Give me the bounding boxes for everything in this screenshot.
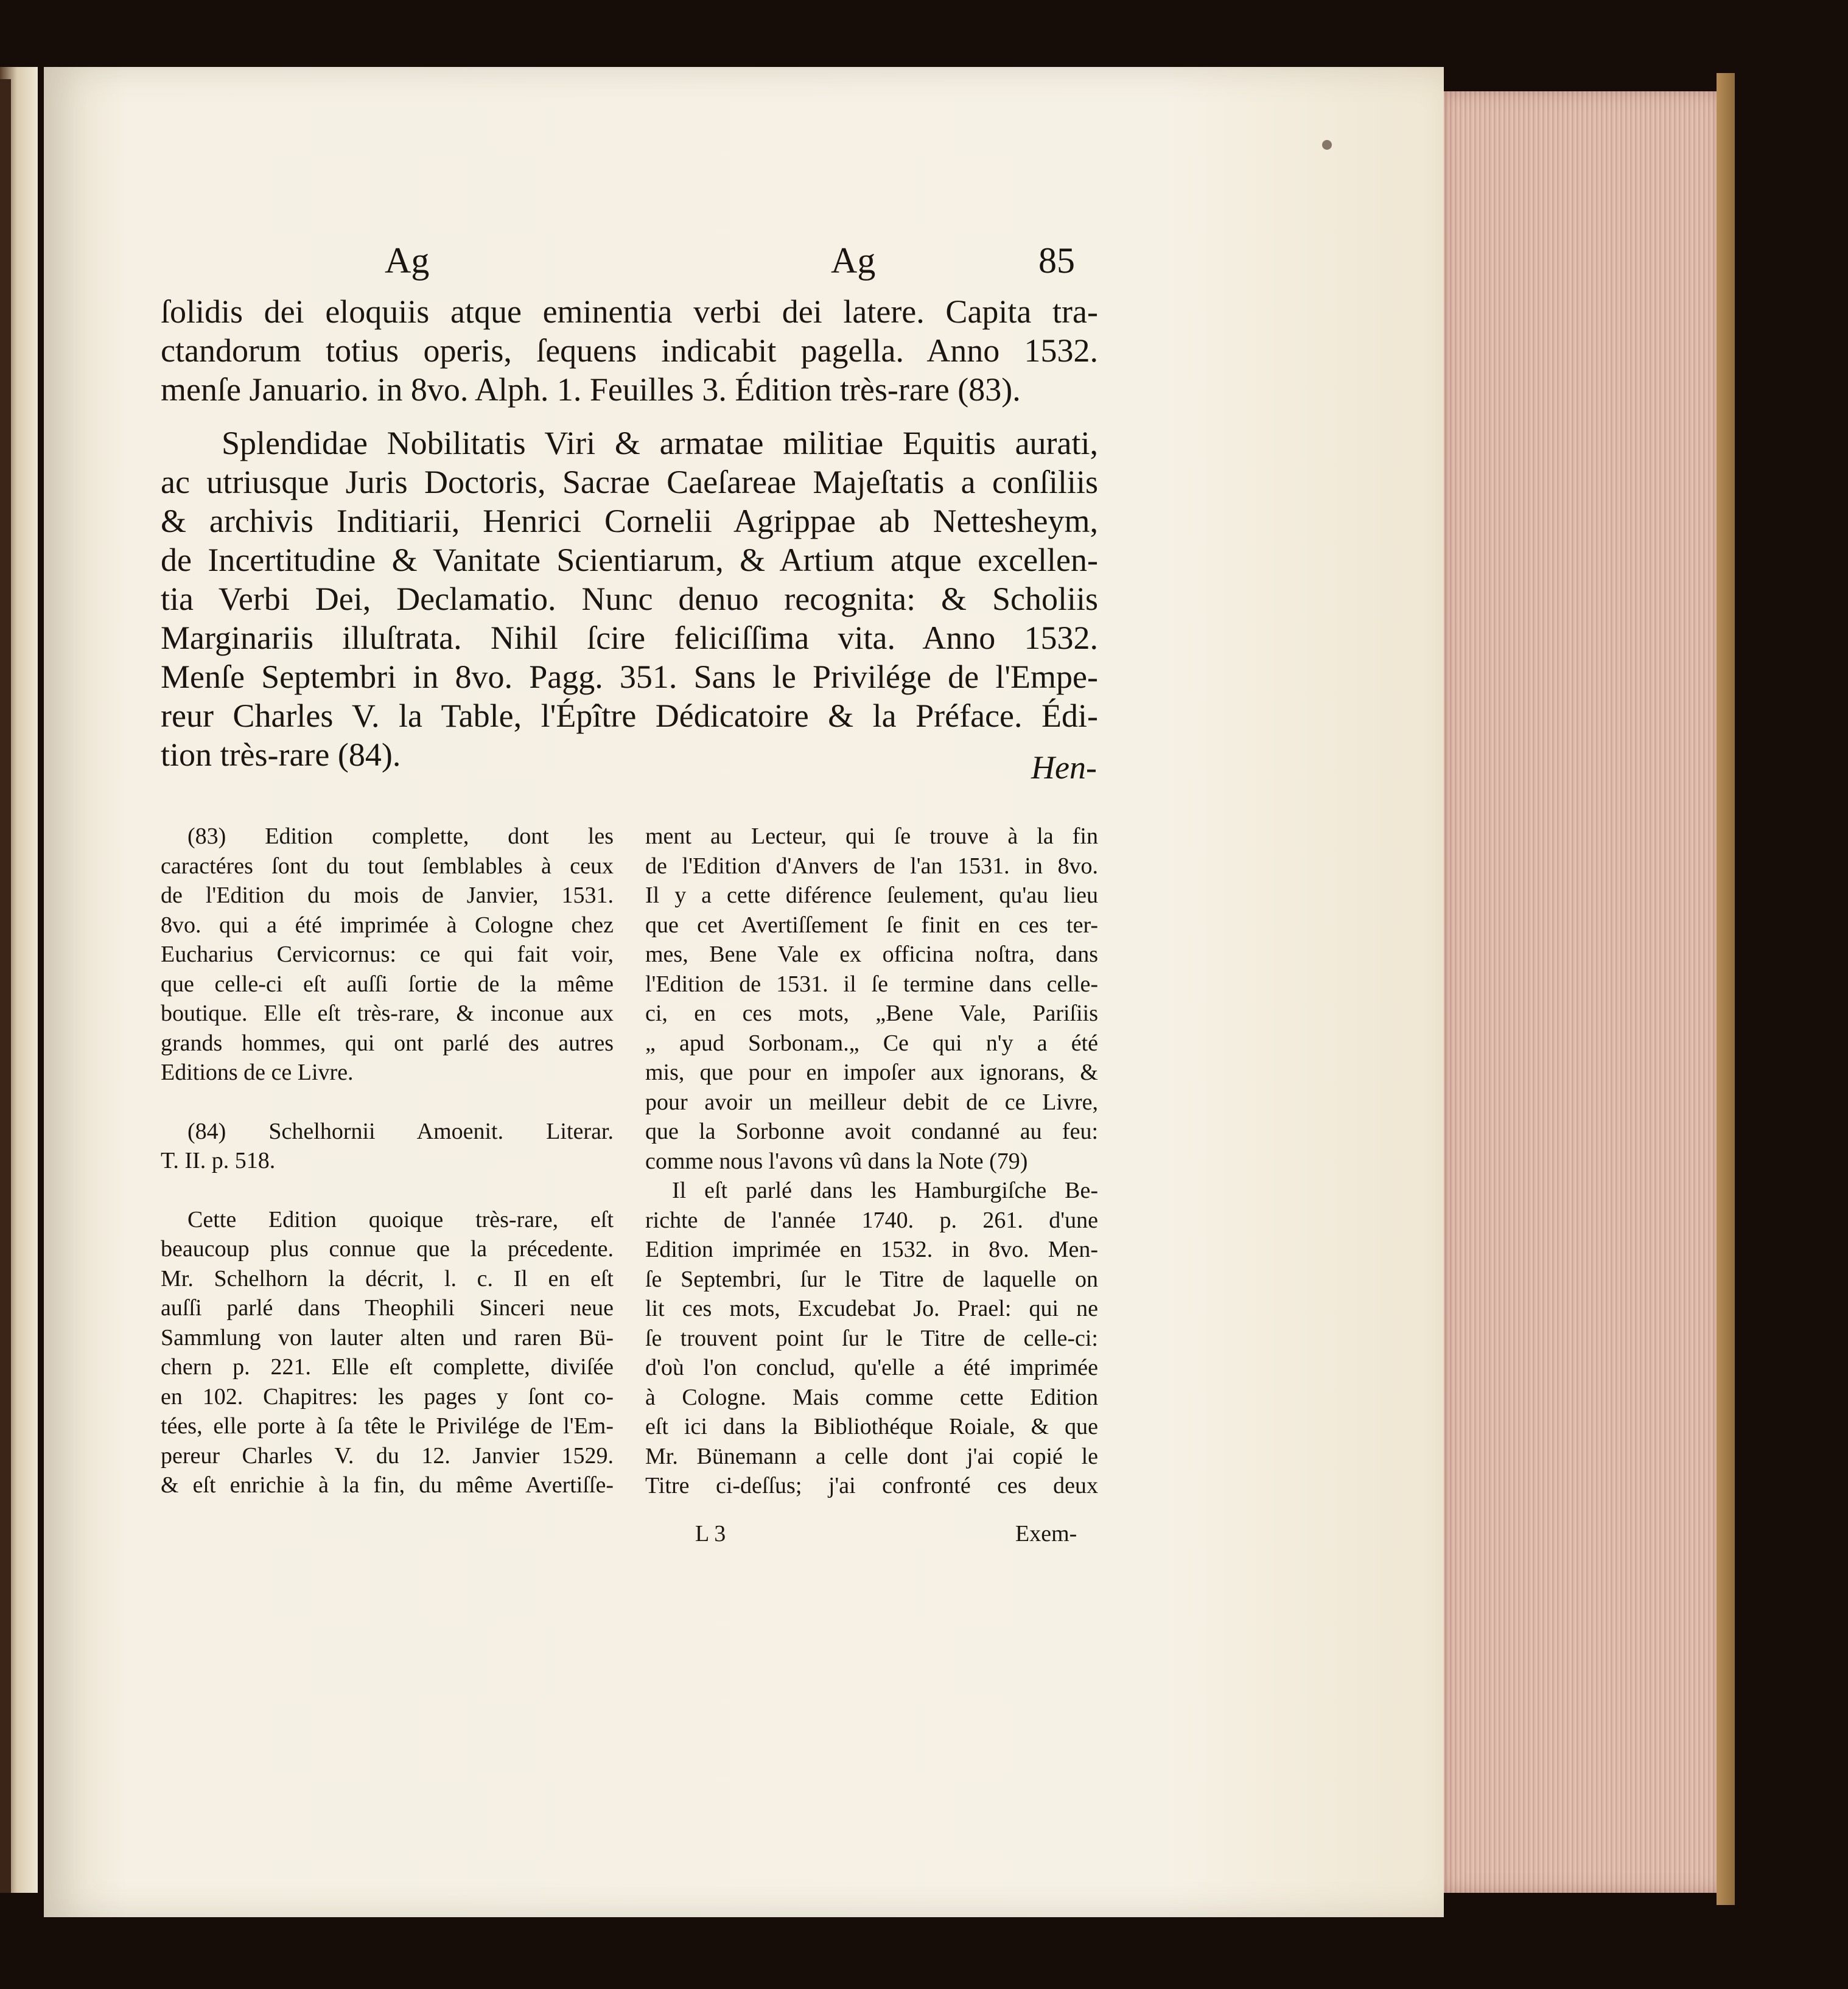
note-line: ment au Lecteur, qui ſe trouve à la fin	[645, 823, 1098, 849]
note-line: de l'Edition d'Anvers de l'an 1531. in 8vo.	[645, 853, 1098, 879]
note-line: caractéres ſont du tout ſemblables à ceux	[161, 853, 614, 879]
note-line: pour avoir un meilleur debit de ce Livre,	[645, 1089, 1098, 1115]
note-line: Sammlung von lauter alten und raren Bü-	[161, 1324, 614, 1351]
footer-catchword: Exem-	[1015, 1521, 1077, 1547]
note-line: eſt ici dans la Bibliothéque Roiale, & que	[645, 1414, 1098, 1439]
text-line: & archivis Inditiarii, Henrici Cornelii Agrippae ab Nettesheym,	[161, 503, 1098, 539]
text-line: menſe Januario. in 8vo. Alph. 1. Feuilles 3. Édition très-rare (83).	[161, 371, 1021, 408]
note-line: tées, elle porte à ſa tête le Privilége de l'Em-	[161, 1413, 614, 1439]
note-line: chern p. 221. Elle eſt complette, diviſée	[161, 1354, 614, 1380]
footnotes-right-column	[645, 822, 1098, 1501]
note-line: en 102. Chapitres: les pages y ſont co-	[161, 1383, 614, 1410]
note-line: ſe trouvent point ſur le Titre de celle-ci:	[645, 1325, 1098, 1351]
note-line: ſe Septembri, ſur le Titre de laquelle on	[645, 1266, 1098, 1292]
note-line: Edition imprimée en 1532. in 8vo. Men-	[645, 1237, 1098, 1262]
note-line: Eucharius Cervicornus: ce qui fait voir,	[161, 942, 614, 967]
note-spacer	[161, 1088, 614, 1117]
note-line: que cet Avertiſſement ſe finit en ces ter-	[645, 912, 1098, 938]
note-line: l'Edition de 1531. il ſe termine dans celle-	[645, 971, 1098, 997]
right-cover-edge	[1717, 73, 1735, 1905]
left-cover-edge	[0, 79, 11, 1893]
note-line: Editions de ce Livre.	[161, 1060, 354, 1085]
note-line: que celle-ci eſt auſſi ſortie de la même	[161, 971, 614, 997]
text-line: de Incertitudine & Vanitate Scientiarum, & Artium atque excellen-	[161, 542, 1098, 578]
note-line: ci, en ces mots, „Bene Vale, Pariſiis	[645, 1001, 1098, 1026]
note-line: (84) Schelhornii Amoenit. Literar.	[187, 1118, 614, 1144]
note-line: beaucoup plus connue que la précedente.	[161, 1236, 614, 1262]
text-line: reur Charles V. la Table, l'Épître Dédicatoire & la Préface. Édi-	[161, 697, 1098, 734]
note-line: d'où l'on conclud, qu'elle a été imprimée	[645, 1355, 1098, 1380]
note-line: mis, que pour en impoſer aux ignorans, &	[645, 1060, 1098, 1085]
note-line: que la Sorbonne avoit condanné au feu:	[645, 1119, 1098, 1144]
note-line: Mr. Schelhorn la décrit, l. c. Il en eſt	[161, 1265, 614, 1292]
text-line: Splendidae Nobilitatis Viri & armatae militiae Equitis aurati,	[222, 425, 1098, 461]
note-line: auſſi parlé dans Theophili Sinceri neue	[161, 1295, 614, 1321]
note-line: „ apud Sorbonam.„ Ce qui n'y a été	[645, 1030, 1098, 1056]
main-paragraph-2	[161, 424, 1098, 774]
text-line: ac utriusque Juris Doctoris, Sacrae Caeſareae Majeſtatis a conſiliis	[161, 464, 1098, 500]
note-line: Il y a cette diférence ſeulement, qu'au lieu	[645, 883, 1098, 908]
text-line: tion très-rare (84).	[161, 736, 401, 773]
note-line: richte de l'année 1740. p. 261. d'une	[645, 1207, 1098, 1233]
note-line: de l'Edition du mois de Janvier, 1531.	[161, 883, 614, 908]
note-line: Cette Edition quoique très-rare, eſt	[187, 1206, 614, 1232]
page-block-fore-edge	[1443, 91, 1723, 1893]
note-line: boutique. Elle eſt très-rare, & inconue aux	[161, 1001, 614, 1026]
note-line: mes, Bene Vale ex officina noſtra, dans	[645, 942, 1098, 967]
text-line: tia Verbi Dei, Declamatio. Nunc denuo recognita: & Scholiis	[161, 581, 1098, 617]
note-line: Mr. Bünemann a celle dont j'ai copié le	[645, 1443, 1098, 1469]
note-line: lit ces mots, Excudebat Jo. Prael: qui ne	[645, 1296, 1098, 1321]
catchword: Hen-	[1031, 749, 1097, 786]
signature-mark: L 3	[695, 1521, 726, 1547]
note-line: Il eſt parlé dans les Hamburgiſche Be-	[672, 1178, 1098, 1203]
text-line: Marginariis illuſtrata. Nihil ſcire feliciſſima vita. Anno 1532.	[161, 620, 1098, 656]
note-line: à Cologne. Mais comme cette Edition	[645, 1384, 1098, 1410]
text-line: ſolidis dei eloquiis atque eminentia verbi dei latere. Capita tra-	[161, 293, 1098, 330]
note-line: 8vo. qui a été imprimée à Cologne chez	[161, 912, 614, 938]
note-line: (83) Edition complette, dont les	[187, 823, 614, 849]
note-spacer	[161, 1176, 614, 1205]
text-line: Menſe Septembri in 8vo. Pagg. 351. Sans le Privilége de l'Empe-	[161, 659, 1098, 695]
note-line: & eſt enrichie à la fin, du même Avertiſſe-	[161, 1472, 614, 1498]
note-line: T. II. p. 518.	[161, 1148, 276, 1173]
main-paragraph-1	[161, 292, 1098, 409]
running-head-left: Ag	[385, 240, 430, 281]
running-head-center: Ag	[831, 240, 876, 281]
ink-spot	[1322, 140, 1332, 150]
note-line: pereur Charles V. du 12. Janvier 1529.	[161, 1442, 614, 1469]
note-line: comme nous l'avons vû dans la Note (79)	[645, 1148, 1028, 1174]
note-line: Titre ci-deſſus; j'ai confronté ces deux	[645, 1473, 1098, 1498]
note-line: grands hommes, qui ont parlé des autres	[161, 1030, 614, 1056]
page-number: 85	[1038, 240, 1075, 281]
footnotes-left-column	[161, 822, 614, 1500]
text-line: ctandorum totius operis, ſequens indicabit pagella. Anno 1532.	[161, 332, 1098, 369]
